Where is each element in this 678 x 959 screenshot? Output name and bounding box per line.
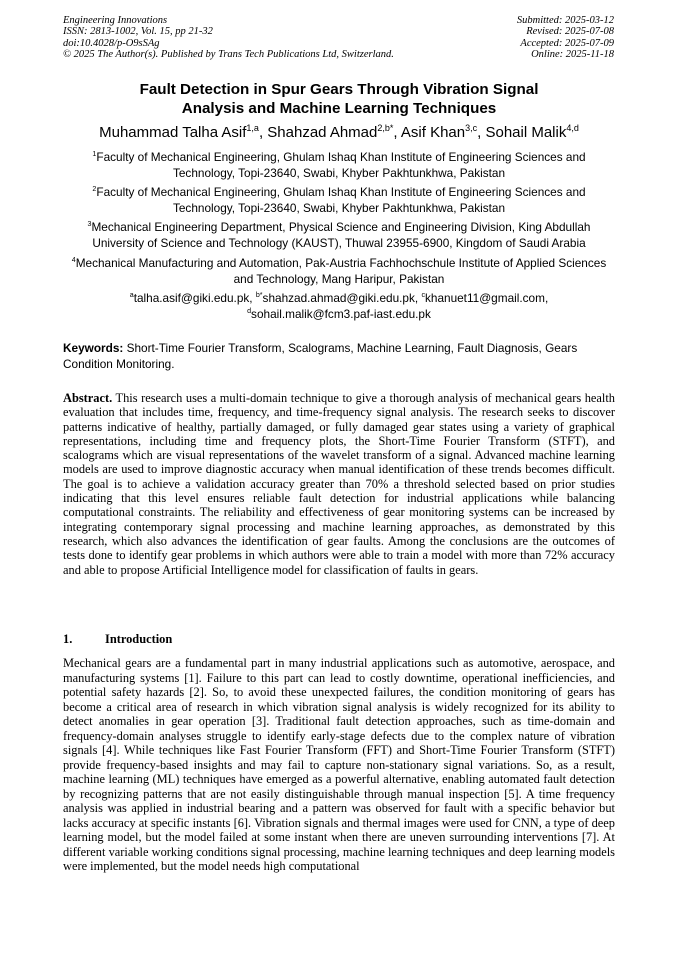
paper-title xyxy=(40,81,638,118)
journal-copyright: © 2025 The Author(s). Published by Trans Tech Publications Ltd, Switzerland. xyxy=(63,48,394,60)
keywords-text: Short-Time Fourier Transform, Scalograms, Machine Learning, Fault Diagnosis, Gears Condition Monitoring. xyxy=(63,341,578,371)
paper-title-line: Fault Detection in Spur Gears Through Vibration Signal xyxy=(139,81,539,98)
date-accepted: Accepted: 2025-07-09 xyxy=(520,37,614,49)
email-address[interactable]: khanuet11@gmail.com xyxy=(424,291,545,305)
author-separator: , xyxy=(258,124,268,141)
author-name: Muhammad Talha Asif xyxy=(99,124,247,141)
journal-header-right xyxy=(517,15,614,60)
email-address[interactable]: shahzad.ahmad@giki.edu.pk xyxy=(262,291,415,305)
email-separator: , xyxy=(414,291,422,305)
affiliation-3 xyxy=(62,220,616,251)
author-emails xyxy=(62,291,616,322)
author-list xyxy=(30,124,648,142)
abstract xyxy=(63,391,615,577)
email-mark: c xyxy=(421,291,425,300)
author-separator: , xyxy=(477,124,486,141)
introduction-paragraph: Mechanical gears are a fundamental part in many industrial applications such as automotive, aerospace, and manufacturing systems [1]. Failure to this part can lead to costly downtime, operational inefficiencies, and potential safety hazards [2]. So, to avoid these unexpected failures, the condition monitoring of gears has become a critical area of research in which vibration signal analysis is widely recognized for its ability to detect anomalies in gear operation [3]. Traditional fault detection approaches, such as time-domain and frequency-domain analyses struggle to identify early-stage defects due to the complex nature of vibration signals [4]. While techniques like Fast Fourier Transform (FFT) and Short-Time Fourier Transform (STFT) provide frequency-based insights and may fail to capture non-stationary signal variations. So, as a result, machine learning (ML) techniques have emerged as a powerful alternative, enabling automated fault detection by recognizing patterns that are not easily distinguishable through manual inspection [5]. A time frequency analysis was applied in industrial bearing and a pattern was observed for fault with a specific behavior but lacks accuracy at specific instants [6]. Vibration signals and thermal images were used for CNN, a type of deep learning model, but the model failed at some instant when there are uneven surrounding interventions [7]. At different variable working conditions signal processing, machine learning techniques and deep learning models were implemented, but the model needs high computational xyxy=(63,656,615,873)
affiliation-1 xyxy=(62,150,616,181)
author-affil-mark: 2,b* xyxy=(377,123,394,133)
author-affil-mark: 3,c xyxy=(465,123,478,133)
author-separator: , xyxy=(393,124,401,141)
author-affil-mark: 4,d xyxy=(566,123,579,133)
journal-name: Engineering Innovations xyxy=(63,15,168,26)
keywords-label: Keywords: xyxy=(63,341,124,355)
section-title: Introduction xyxy=(105,632,173,646)
email-mark: d xyxy=(247,306,252,315)
email-mark: a xyxy=(129,291,134,300)
journal-doi: doi:10.4028/p-O9sSAg xyxy=(63,37,160,49)
date-submitted: Submitted: 2025-03-12 xyxy=(516,15,614,26)
journal-issn: ISSN: 2813-1002, Vol. 15, pp 21-32 xyxy=(63,26,213,38)
email-mark: b* xyxy=(255,291,263,300)
paper-title-line: Analysis and Machine Learning Techniques xyxy=(181,99,497,117)
affiliation-text: Faculty of Mechanical Engineering, Ghulam Ishaq Khan Institute of Engineering Sciences and Technology, Topi-23640, Swabi, Khyber Pakhtunkhwa, Pakistan xyxy=(96,185,586,215)
abstract-label: Abstract. xyxy=(63,391,113,405)
affiliation-text: Faculty of Mechanical Engineering, Ghulam Ishaq Khan Institute of Engineering Sciences and Technology, Topi-23640, Swabi, Khyber Pakhtunkhwa, Pakistan xyxy=(96,150,586,180)
date-online: Online: 2025-11-18 xyxy=(531,48,614,60)
author-name: Sohail Malik xyxy=(485,124,567,141)
date-revised: Revised: 2025-07-08 xyxy=(526,26,614,38)
email-separator: , xyxy=(544,291,549,305)
email-address[interactable]: talha.asif@giki.edu.pk xyxy=(133,291,250,305)
affiliation-number: 4 xyxy=(71,256,76,265)
author-name: Shahzad Ahmad xyxy=(267,124,378,141)
author-affil-mark: 1,a xyxy=(246,123,259,133)
author-name: Asif Khan xyxy=(400,124,466,141)
abstract-text: This research uses a multi-domain technique to give a thorough analysis of mechanical gears health evaluation that includes time, frequency, and time-frequency signal analysis. The research seeks to discover patterns indicative of healthy, partially damaged, or fully damaged gear states using a variety of graphical representations, including time and frequency plots, the Short-Time Fourier Transform (STFT), and scalograms which are visual representations of the wavelet transform of a signal. Advanced machine learning models are used to improve diagnostic accuracy when manual identification of these trends becomes difficult. The goal is to achieve a validation accuracy greater than 70% a threshold selected based on prior studies indicating that this level ensures reliable fault detection for industrial applications while balancing computational constraints. The reliability and effectiveness of gear monitoring systems can be increased by integrating contemporary signal processing and machine learning approaches, as demonstrated by this research, which also advances the identification of gear faults. Among the conclusions are the outcomes of tests done to identify gear problems in which authors were able to train a model with more than 72% accuracy and able to propose Artificial Intelligence model for classification of faults in gears. xyxy=(63,391,615,577)
journal-header-left xyxy=(63,15,394,60)
affiliation-2 xyxy=(62,185,616,216)
affiliation-number: 2 xyxy=(92,185,97,194)
affiliation-text: Mechanical Engineering Department, Physical Science and Engineering Division, King Abdullah University of Science and Technology (KAUST), Thuwal 23955-6900, Kingdom of Saudi Arabia xyxy=(91,220,591,250)
email-separator: , xyxy=(249,291,256,305)
email-address[interactable]: sohail.malik@fcm3.paf-iast.edu.pk xyxy=(251,306,431,321)
affiliation-text: Mechanical Manufacturing and Automation, Pak-Austria Fachhochschule Institute of Applied Sciences and Technology, Mang Haripur, Pakistan xyxy=(75,256,607,286)
keywords xyxy=(63,341,615,372)
affiliation-number: 1 xyxy=(92,150,97,159)
affiliation-number: 3 xyxy=(87,220,92,229)
section-number: 1. xyxy=(63,632,73,646)
affiliation-4 xyxy=(62,256,616,287)
section-heading xyxy=(63,632,172,647)
